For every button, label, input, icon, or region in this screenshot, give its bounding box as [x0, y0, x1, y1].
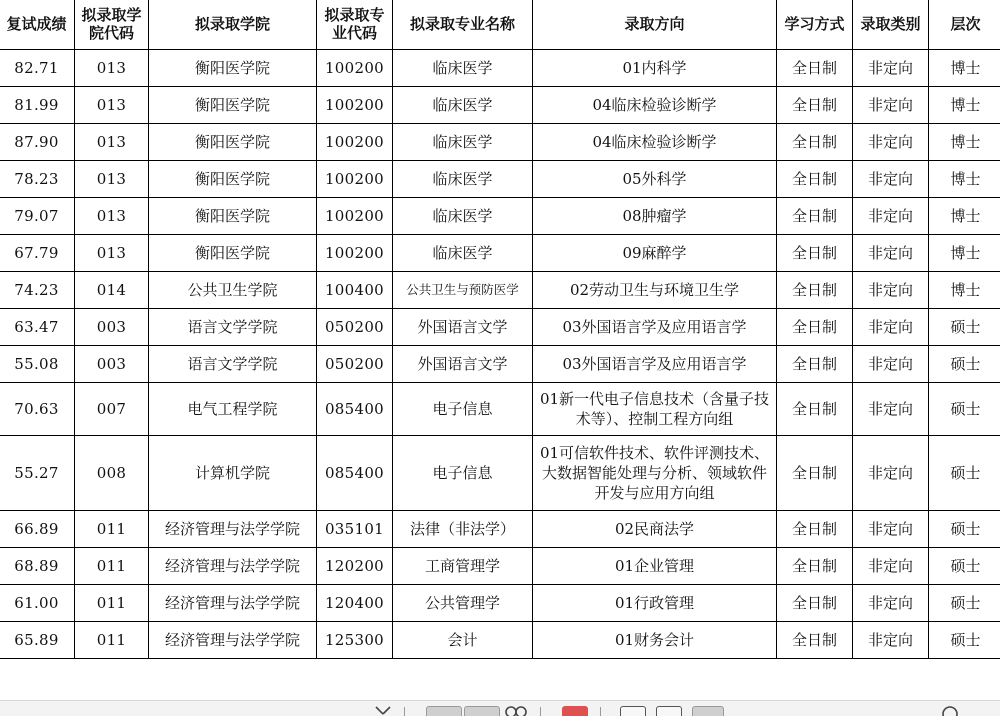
cell-major-code: 100200	[317, 87, 393, 124]
table-row	[0, 309, 1000, 346]
cell-study-mode: 全日制	[777, 50, 853, 87]
cell-direction: 01新一代电子信息技术（含量子技术等）、控制工程方向组	[533, 383, 777, 436]
cell-level: 硕士	[929, 436, 1000, 511]
cell-study-mode: 全日制	[777, 87, 853, 124]
cell-category: 非定向	[853, 436, 929, 511]
cell-major-code: 100200	[317, 50, 393, 87]
cell-score: 74.23	[0, 272, 75, 309]
page-icon[interactable]	[692, 706, 724, 716]
cell-study-mode: 全日制	[777, 622, 853, 659]
cell-direction: 03外国语言学及应用语言学	[533, 346, 777, 383]
table-row	[0, 585, 1000, 622]
cell-category: 非定向	[853, 511, 929, 548]
cell-major-name: 电子信息	[393, 383, 533, 436]
cell-direction: 01内科学	[533, 50, 777, 87]
cell-score: 63.47	[0, 309, 75, 346]
cell-level: 硕士	[929, 548, 1000, 585]
cell-direction: 01行政管理	[533, 585, 777, 622]
cell-college: 衡阳医学院	[149, 198, 317, 235]
cell-major-name: 电子信息	[393, 436, 533, 511]
cell-category: 非定向	[853, 272, 929, 309]
cell-study-mode: 全日制	[777, 511, 853, 548]
cell-study-mode: 全日制	[777, 272, 853, 309]
cell-level: 硕士	[929, 346, 1000, 383]
cell-college-code: 013	[75, 198, 149, 235]
cell-college-code: 007	[75, 383, 149, 436]
header-row	[0, 0, 1000, 50]
cell-major-code: 120400	[317, 585, 393, 622]
cell-college-code: 003	[75, 346, 149, 383]
cell-college-code: 014	[75, 272, 149, 309]
cell-major-name: 外国语言文学	[393, 346, 533, 383]
cell-category: 非定向	[853, 585, 929, 622]
cell-college-code: 011	[75, 585, 149, 622]
toolbar-separator	[404, 707, 405, 716]
cell-college-code: 008	[75, 436, 149, 511]
cell-study-mode: 全日制	[777, 235, 853, 272]
cell-level: 博士	[929, 198, 1000, 235]
cell-college-code: 013	[75, 124, 149, 161]
cell-major-code: 100400	[317, 272, 393, 309]
cell-major-name: 临床医学	[393, 124, 533, 161]
header-major-name: 拟录取专业名称	[393, 0, 533, 50]
page-icon[interactable]	[620, 706, 646, 716]
table-row	[0, 272, 1000, 309]
cell-level: 硕士	[929, 622, 1000, 659]
cell-college-code: 013	[75, 235, 149, 272]
cell-college-code: 011	[75, 548, 149, 585]
cell-score: 79.07	[0, 198, 75, 235]
cell-college-code: 013	[75, 50, 149, 87]
cell-major-name: 临床医学	[393, 161, 533, 198]
cell-college: 衡阳医学院	[149, 87, 317, 124]
cell-level: 硕士	[929, 511, 1000, 548]
cell-score: 61.00	[0, 585, 75, 622]
table-row	[0, 511, 1000, 548]
cell-direction: 05外科学	[533, 161, 777, 198]
header-college: 拟录取学院	[149, 0, 317, 50]
table-row	[0, 161, 1000, 198]
cell-college: 经济管理与法学学院	[149, 548, 317, 585]
table-row	[0, 548, 1000, 585]
cell-major-name: 公共卫生与预防医学	[393, 272, 533, 309]
cell-study-mode: 全日制	[777, 346, 853, 383]
cell-major-code: 085400	[317, 383, 393, 436]
cell-college-code: 013	[75, 161, 149, 198]
cell-major-name: 法律（非法学）	[393, 511, 533, 548]
cell-category: 非定向	[853, 198, 929, 235]
cell-category: 非定向	[853, 548, 929, 585]
cell-score: 78.23	[0, 161, 75, 198]
table-row	[0, 198, 1000, 235]
header-level: 层次	[929, 0, 1000, 50]
cell-direction: 08肿瘤学	[533, 198, 777, 235]
cell-major-code: 120200	[317, 548, 393, 585]
cell-college-code: 003	[75, 309, 149, 346]
cell-level: 硕士	[929, 309, 1000, 346]
cell-direction: 01财务会计	[533, 622, 777, 659]
cell-major-name: 外国语言文学	[393, 309, 533, 346]
header-study-mode: 学习方式	[777, 0, 853, 50]
cell-score: 87.90	[0, 124, 75, 161]
cell-college: 经济管理与法学学院	[149, 585, 317, 622]
header-score: 复试成绩	[0, 0, 75, 50]
cell-category: 非定向	[853, 346, 929, 383]
cell-score: 67.79	[0, 235, 75, 272]
cell-score: 66.89	[0, 511, 75, 548]
cell-college: 计算机学院	[149, 436, 317, 511]
table-row	[0, 436, 1000, 511]
bottom-toolbar	[0, 700, 1000, 716]
cell-major-name: 临床医学	[393, 198, 533, 235]
toolbar-separator	[600, 707, 601, 716]
cell-category: 非定向	[853, 161, 929, 198]
cell-college: 电气工程学院	[149, 383, 317, 436]
cell-college-code: 011	[75, 511, 149, 548]
cell-direction: 01企业管理	[533, 548, 777, 585]
cell-college: 公共卫生学院	[149, 272, 317, 309]
cell-college-code: 011	[75, 622, 149, 659]
cell-major-code: 050200	[317, 309, 393, 346]
link-icon[interactable]	[503, 704, 529, 716]
table-row	[0, 124, 1000, 161]
table-row	[0, 87, 1000, 124]
cell-direction: 04临床检验诊断学	[533, 124, 777, 161]
toolbar-separator	[540, 707, 541, 716]
cell-category: 非定向	[853, 87, 929, 124]
cell-level: 硕士	[929, 585, 1000, 622]
table-row	[0, 235, 1000, 272]
cell-major-code: 100200	[317, 198, 393, 235]
cell-study-mode: 全日制	[777, 309, 853, 346]
cell-college: 经济管理与法学学院	[149, 622, 317, 659]
header-major-code: 拟录取专业代码	[317, 0, 393, 50]
cell-direction: 01可信软件技术、软件评测技术、大数据智能处理与分析、领域软件开发与应用方向组	[533, 436, 777, 511]
header-direction: 录取方向	[533, 0, 777, 50]
cell-major-name: 临床医学	[393, 235, 533, 272]
cell-major-name: 临床医学	[393, 87, 533, 124]
view-icon[interactable]	[426, 706, 462, 716]
cell-major-name: 公共管理学	[393, 585, 533, 622]
page-icon[interactable]	[656, 706, 682, 716]
cell-level: 博士	[929, 124, 1000, 161]
cell-score: 82.71	[0, 50, 75, 87]
cell-score: 70.63	[0, 383, 75, 436]
cell-score: 68.89	[0, 548, 75, 585]
cell-study-mode: 全日制	[777, 124, 853, 161]
cell-college: 经济管理与法学学院	[149, 511, 317, 548]
cell-college-code: 013	[75, 87, 149, 124]
cell-major-code: 100200	[317, 235, 393, 272]
cell-study-mode: 全日制	[777, 198, 853, 235]
cell-level: 博士	[929, 87, 1000, 124]
cell-category: 非定向	[853, 309, 929, 346]
cell-score: 55.27	[0, 436, 75, 511]
cell-category: 非定向	[853, 124, 929, 161]
cell-major-code: 085400	[317, 436, 393, 511]
cell-direction: 09麻醉学	[533, 235, 777, 272]
table-row	[0, 50, 1000, 87]
cell-college: 衡阳医学院	[149, 50, 317, 87]
cell-major-code: 035101	[317, 511, 393, 548]
cell-major-code: 050200	[317, 346, 393, 383]
cell-college: 语言文学学院	[149, 346, 317, 383]
cell-score: 65.89	[0, 622, 75, 659]
cell-college: 衡阳医学院	[149, 161, 317, 198]
cell-category: 非定向	[853, 235, 929, 272]
cell-major-code: 100200	[317, 161, 393, 198]
cell-major-name: 工商管理学	[393, 548, 533, 585]
scissors-icon[interactable]	[372, 705, 394, 716]
cell-direction: 02民商法学	[533, 511, 777, 548]
cell-score: 55.08	[0, 346, 75, 383]
cell-level: 硕士	[929, 383, 1000, 436]
cell-college: 衡阳医学院	[149, 235, 317, 272]
cell-level: 博士	[929, 50, 1000, 87]
cell-major-code: 100200	[317, 124, 393, 161]
cell-direction: 03外国语言学及应用语言学	[533, 309, 777, 346]
cell-level: 博士	[929, 272, 1000, 309]
cell-study-mode: 全日制	[777, 548, 853, 585]
cell-level: 博士	[929, 161, 1000, 198]
zoom-icon[interactable]	[940, 704, 960, 716]
header-category: 录取类别	[853, 0, 929, 50]
table-row	[0, 383, 1000, 436]
cell-level: 博士	[929, 235, 1000, 272]
cell-study-mode: 全日制	[777, 161, 853, 198]
cell-category: 非定向	[853, 50, 929, 87]
record-icon[interactable]	[562, 706, 588, 716]
cell-college: 语言文学学院	[149, 309, 317, 346]
cell-study-mode: 全日制	[777, 585, 853, 622]
view-icon[interactable]	[464, 706, 500, 716]
cell-major-name: 会计	[393, 622, 533, 659]
cell-major-name: 临床医学	[393, 50, 533, 87]
cell-study-mode: 全日制	[777, 383, 853, 436]
cell-category: 非定向	[853, 383, 929, 436]
table-row	[0, 346, 1000, 383]
header-college-code: 拟录取学院代码	[75, 0, 149, 50]
cell-major-code: 125300	[317, 622, 393, 659]
cell-college: 衡阳医学院	[149, 124, 317, 161]
cell-direction: 02劳动卫生与环境卫生学	[533, 272, 777, 309]
cell-direction: 04临床检验诊断学	[533, 87, 777, 124]
cell-score: 81.99	[0, 87, 75, 124]
cell-study-mode: 全日制	[777, 436, 853, 511]
table-row	[0, 622, 1000, 659]
cell-category: 非定向	[853, 622, 929, 659]
